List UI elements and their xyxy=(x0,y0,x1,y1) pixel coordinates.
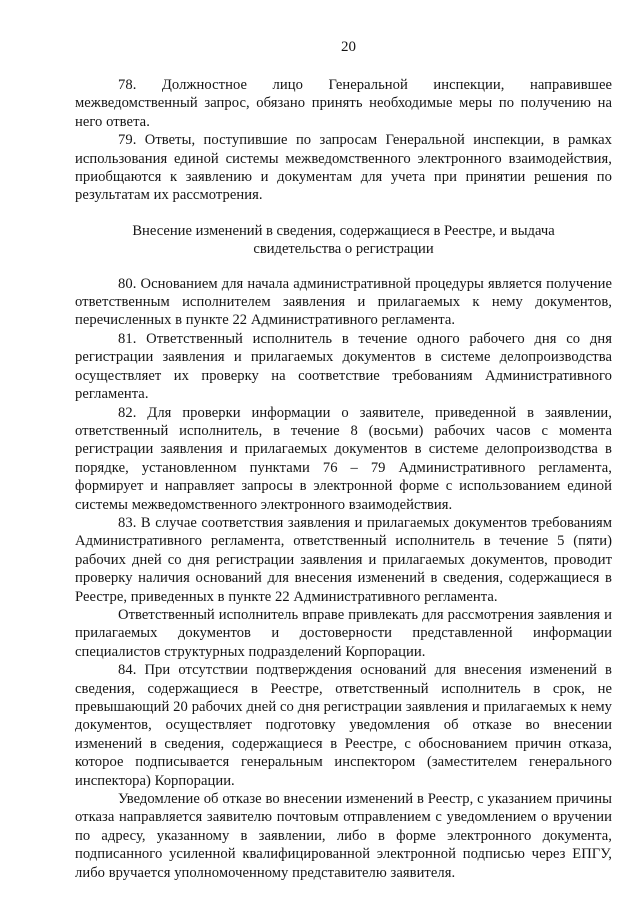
paragraph-80: 80. Основанием для начала административной процедуры является получение ответственным исполнителем заявления и прилагаемых к нему документов, перечисленных в пункте 22 Административного регламента. xyxy=(75,275,612,329)
paragraph-83: 83. В случае соответствия заявления и прилагаемых документов требованиям Административного регламента, ответственный исполнитель в течение 5 (пяти) рабочих дней со дня регистрации заявления и прилагаемых документов, проводит проверку наличия оснований для внесения изменений в сведения, содержащиеся в Реестре, приведенных в пункте 22 Административного регламента. xyxy=(75,514,612,605)
paragraph-82: 82. Для проверки информации о заявителе, приведенной в заявлении, ответственный исполнитель, в течение 8 (восьми) рабочих часов с момента регистрации заявления и прилагаемых документов в системе делопроизводства в порядке, установленном пунктами 76 – 79 Административного регламента, формирует и направляет запросы в электронной форме с использованием единой системы межведомственного электронного взаимодействия. xyxy=(75,404,612,513)
section-heading: Внесение изменений в сведения, содержащиеся в Реестре, и выдача свидетельства о регистрации xyxy=(132,222,555,258)
paragraph-81: 81. Ответственный исполнитель в течение одного рабочего дня со дня регистрации заявления и прилагаемых документов в системе делопроизводства осуществляет их проверку на соответствие требованиям Административного регламента. xyxy=(75,330,612,403)
paragraph-84: 84. При отсутствии подтверждения оснований для внесения изменений в сведения, содержащиеся в Реестре, ответственный исполнитель в срок, не превышающий 20 рабочих дней со дня регистрации заявления и прилагаемых к нему документов, осуществляет подготовку уведомления об отказе во внесении изменений в сведения, содержащиеся в Реестре, с обоснованием причин отказа, которое подписывается генеральным инспектором (заместителем генерального инспектора) Корпорации. xyxy=(75,662,612,789)
paragraph-84-continuation: Уведомление об отказе во внесении изменений в Реестр, с указанием причины отказа направляется заявителю почтовым отправлением с уведомлением о вручении по адресу, указанному в заявлении, либо в форме электронного документа, подписанного усиленной квалифицированной электронной подписью через ЕПГУ, либо вручается уполномоченному представителю заявителя. xyxy=(75,791,612,881)
paragraph-78: 78. Должностное лицо Генеральной инспекции, направившее межведомственный запрос, обязано принять необходимые меры по получению на него ответа. xyxy=(75,77,612,130)
page-number: 20 xyxy=(341,39,356,55)
paragraph-79: 79. Ответы, поступившие по запросам Генеральной инспекции, в рамках использования единой системы межведомственного электронного взаимодействия, приобщаются к заявлению и документам для учета при принятии решения по результатам их рассмотрения. xyxy=(75,132,612,204)
paragraph-83-continuation: Ответственный исполнитель вправе привлекать для рассмотрения заявления и прилагаемых документов и достоверности представленной информации специалистов структурных подразделений Корпорации. xyxy=(75,606,612,660)
